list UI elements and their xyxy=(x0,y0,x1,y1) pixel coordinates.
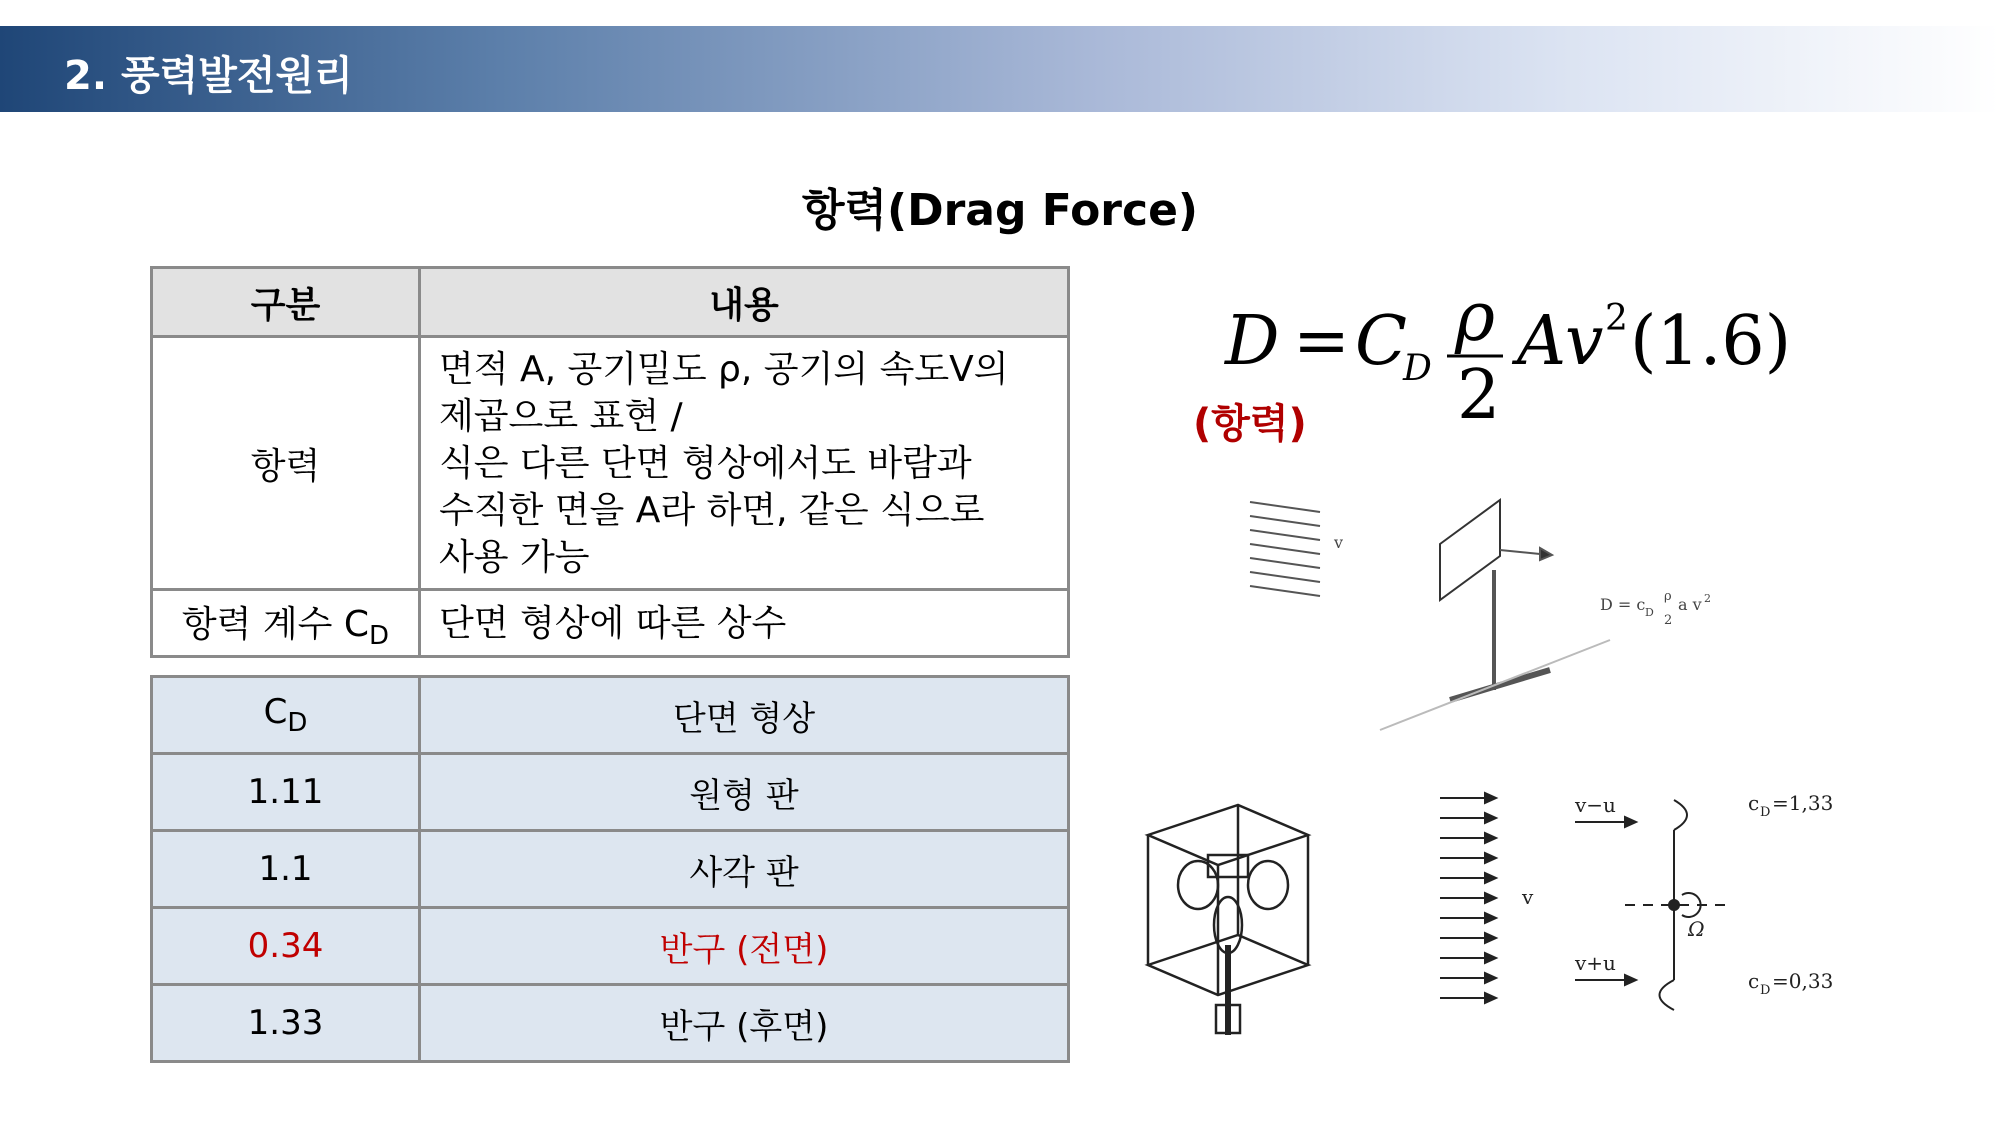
flat-plate-figure xyxy=(1240,490,1760,740)
formula-a: A xyxy=(1517,302,1567,381)
content-line: 사용 가능 xyxy=(439,536,590,578)
plate-v-label: v xyxy=(1334,533,1344,552)
header-shape: 단면 형상 xyxy=(420,677,1069,754)
formula-label: (항력) xyxy=(1193,401,1307,447)
formula-c: C xyxy=(1355,302,1408,381)
content-line: 식은 다른 단면 형상에서도 바람과 xyxy=(439,442,972,484)
table-row xyxy=(152,985,1069,1062)
diagram-v-minus-u: v−u xyxy=(1575,793,1616,817)
table-row xyxy=(152,590,1069,657)
info-table xyxy=(150,266,1070,658)
row-label-coefficient: 항력 계수 $C_D$ xyxy=(152,590,420,657)
row-label-drag: 항력 xyxy=(152,337,420,590)
content-line: 수직한 면을 A라 하면, 같은 식으로 xyxy=(439,489,985,531)
row-content-coefficient: 단면 형상에 따른 상수 xyxy=(420,590,1069,657)
page-title: 항력(Drag Force) xyxy=(801,185,1199,236)
flow-arrows xyxy=(1440,793,1496,1003)
row-content-drag xyxy=(420,337,1069,590)
table-row xyxy=(152,337,1069,590)
shape-value: 원형 판 xyxy=(420,754,1069,831)
plate-formula-exp: 2 xyxy=(1704,592,1711,605)
table-header-row xyxy=(152,268,1069,337)
shape-value: 반구 (후면) xyxy=(420,985,1069,1062)
shape-value: 반구 (전면) xyxy=(420,908,1069,985)
header-content: 내용 xyxy=(420,268,1069,337)
shape-value: 사각 판 xyxy=(420,831,1069,908)
diagram-v-label: v xyxy=(1522,885,1534,909)
diagram-v-plus-u: v+u xyxy=(1575,951,1616,975)
cd-top-sub: D xyxy=(1760,805,1771,820)
cd-bottom-c: c xyxy=(1748,969,1760,993)
formula-d: D xyxy=(1225,302,1280,381)
table-row xyxy=(152,831,1069,908)
cd-bottom-sub: D xyxy=(1760,983,1771,998)
diagram-omega: Ω xyxy=(1688,917,1705,941)
content-line: 제곱으로 표현 / xyxy=(439,395,683,437)
cup-drag-diagram xyxy=(1430,780,1870,1040)
cd-bottom-value: =0,33 xyxy=(1772,969,1834,993)
coefficient-table xyxy=(150,675,1070,1063)
section-title: 2. 풍력발전원리 xyxy=(64,53,353,99)
formula-exp: 2 xyxy=(1605,298,1628,339)
header-category: 구분 xyxy=(152,268,420,337)
plate-formula-rho: ρ xyxy=(1664,589,1672,604)
table-row-highlight xyxy=(152,908,1069,985)
plate-formula-two: 2 xyxy=(1664,613,1673,628)
cd-value: 1.1 xyxy=(152,831,420,908)
plate-formula-tail: a v xyxy=(1678,595,1702,614)
cup-anemometer-figure xyxy=(1128,795,1328,1045)
formula-rho: ρ xyxy=(1455,278,1495,357)
cd-top-c: c xyxy=(1748,791,1760,815)
formula-sub-d: D xyxy=(1403,348,1432,389)
formula-v: v xyxy=(1565,302,1604,381)
table-row xyxy=(152,754,1069,831)
plate-formula-sub: D xyxy=(1645,606,1654,619)
header-bar xyxy=(0,26,2000,112)
cd-top-value: =1,33 xyxy=(1772,791,1834,815)
cd-value: 0.34 xyxy=(152,908,420,985)
formula-two: 2 xyxy=(1457,356,1501,435)
content-line: 면적 A, 공기밀도 ρ, 공기의 속도V의 xyxy=(439,348,1009,390)
formula-equals: = xyxy=(1293,302,1350,381)
table-header-row xyxy=(152,677,1069,754)
cd-value: 1.11 xyxy=(152,754,420,831)
formula-number: (1.6) xyxy=(1630,302,1792,381)
cd-value: 1.33 xyxy=(152,985,420,1062)
header-cd: $C_D$ xyxy=(152,677,420,754)
plate-formula-main: D = c xyxy=(1600,595,1646,614)
